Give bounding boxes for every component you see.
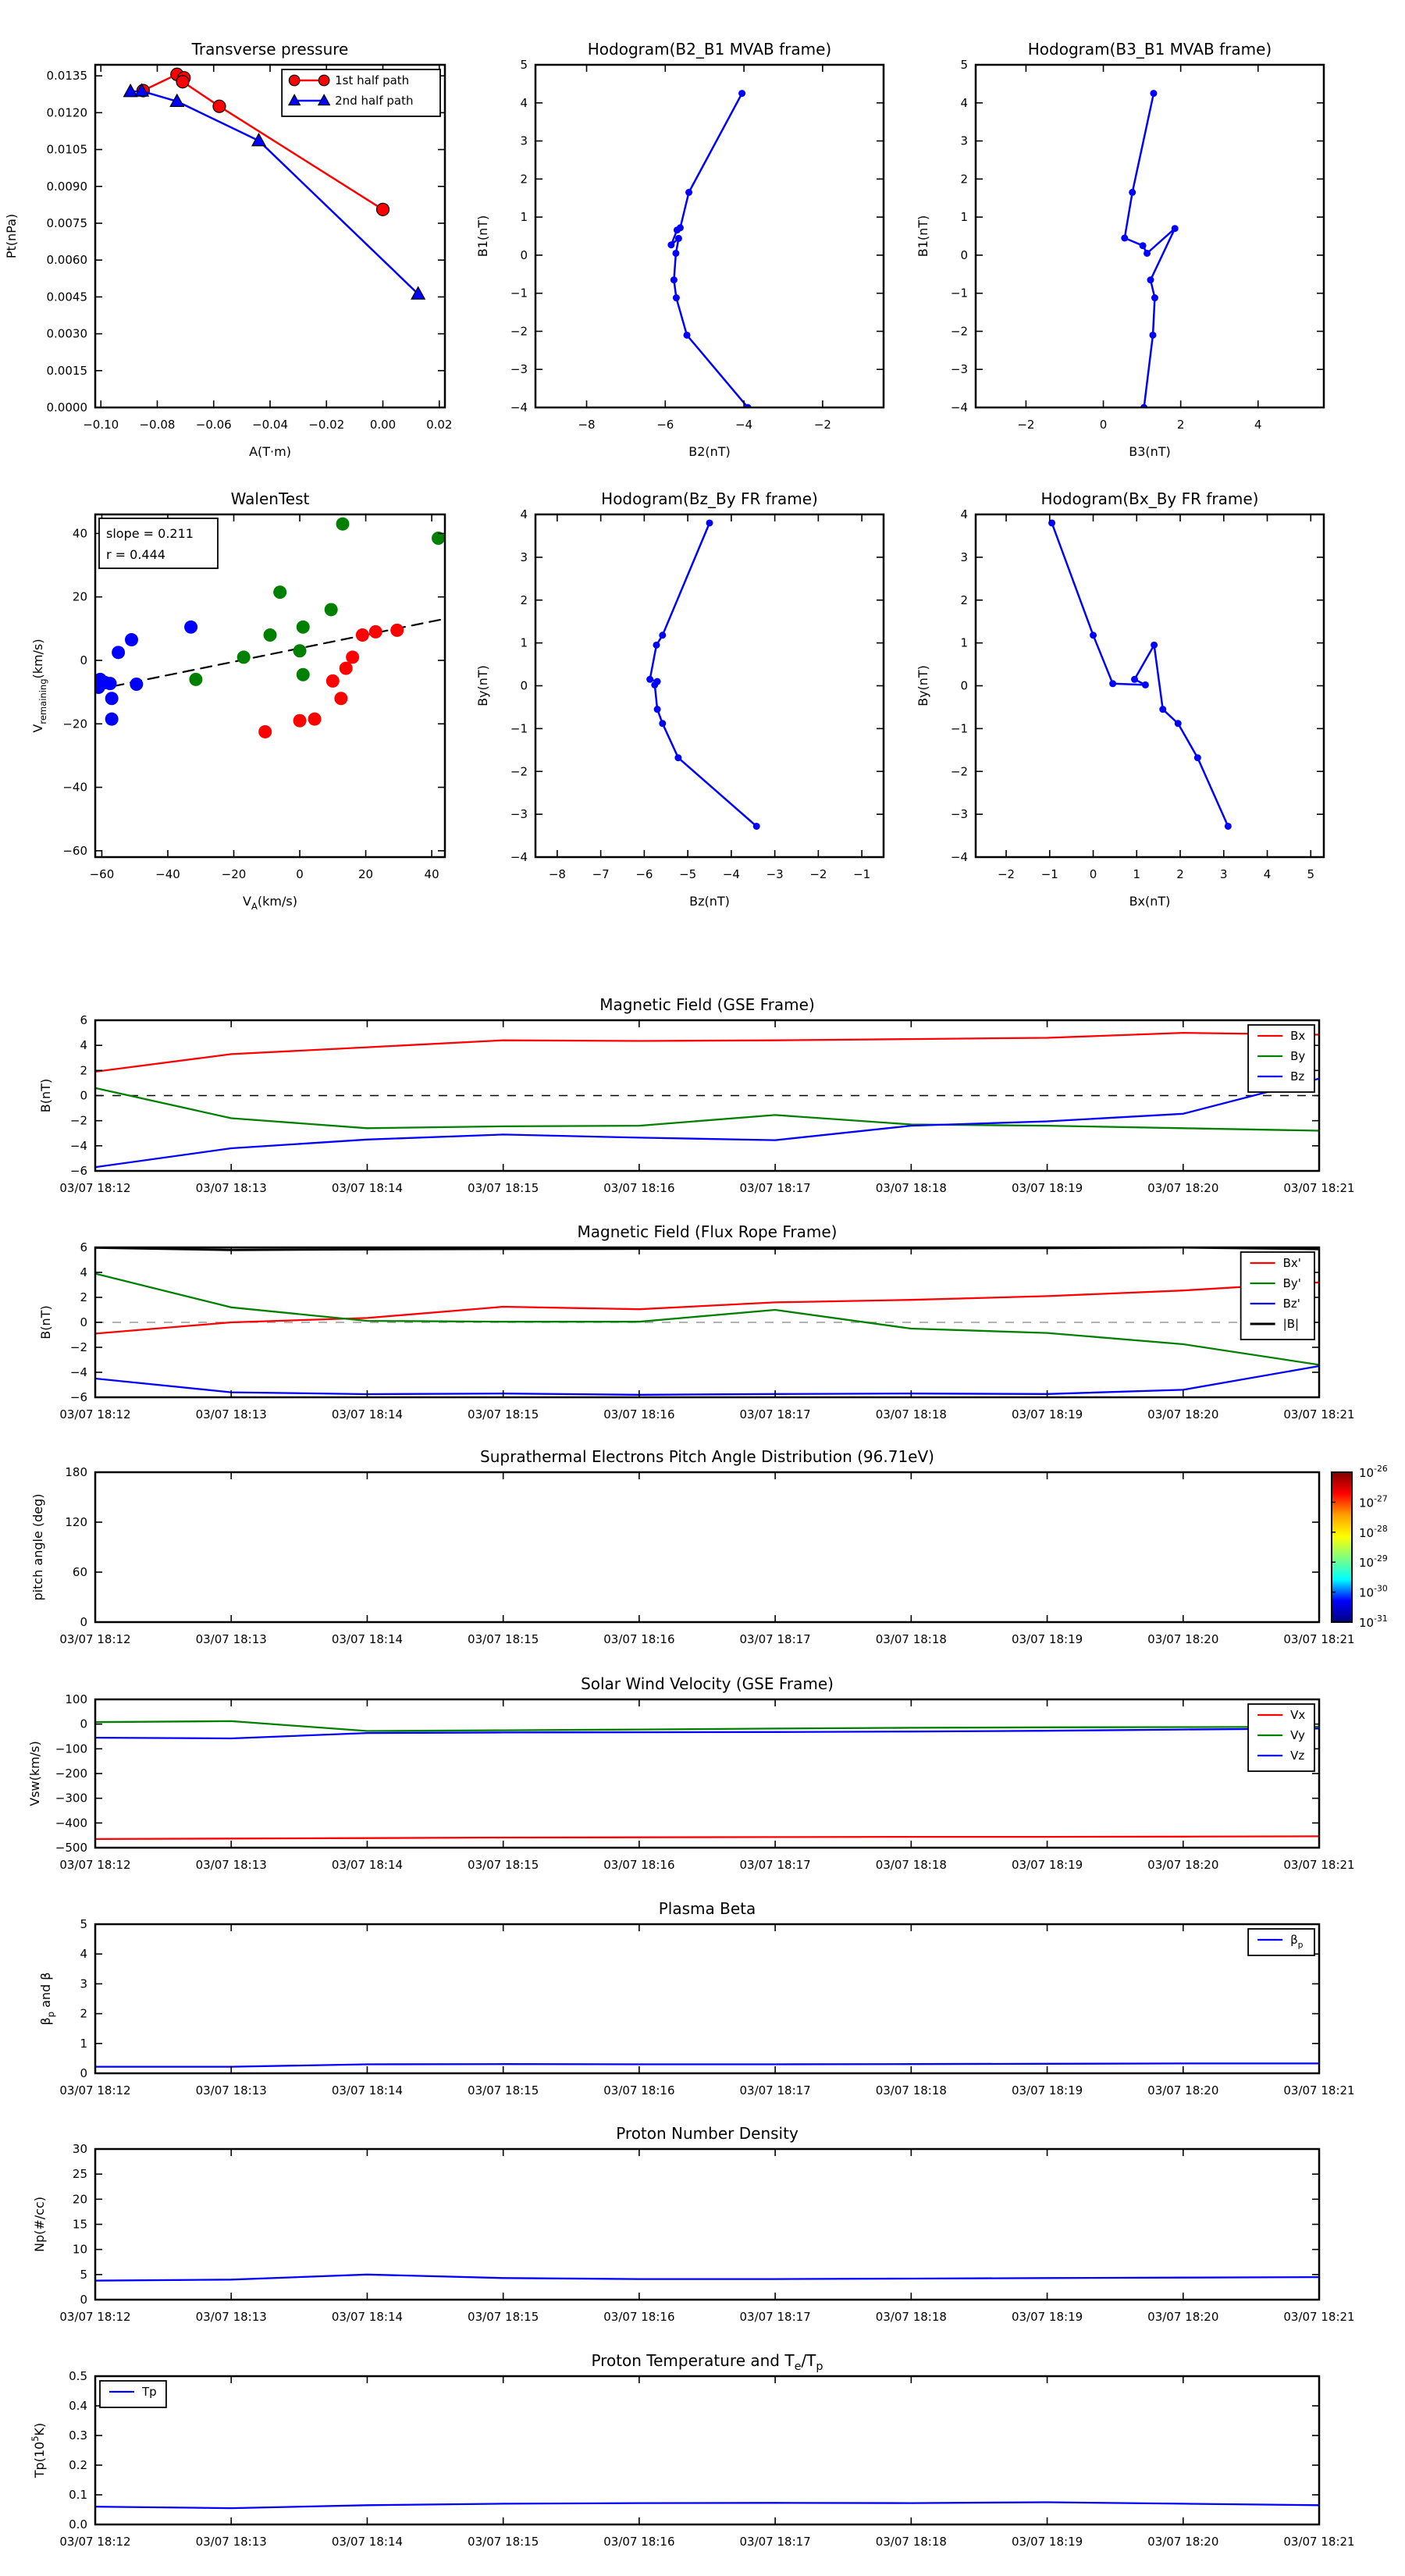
svg-text:0.0090: 0.0090	[46, 179, 87, 194]
svg-text:0.4: 0.4	[69, 2399, 87, 2413]
svg-text:03/07 18:15: 03/07 18:15	[468, 2535, 539, 2549]
svg-text:0.00: 0.00	[369, 418, 397, 432]
svg-text:−4: −4	[69, 1365, 87, 1379]
svg-text:4: 4	[80, 1265, 87, 1279]
svg-text:0.0030: 0.0030	[46, 326, 87, 341]
svg-text:B(nT): B(nT)	[38, 1305, 53, 1340]
svg-text:03/07 18:13: 03/07 18:13	[195, 1407, 267, 1421]
svg-text:03/07 18:21: 03/07 18:21	[1283, 1181, 1355, 1195]
svg-text:03/07 18:16: 03/07 18:16	[603, 2310, 675, 2324]
svg-text:−6: −6	[656, 418, 674, 432]
svg-text:03/07 18:16: 03/07 18:16	[603, 1181, 675, 1195]
svg-text:−0.06: −0.06	[195, 418, 232, 432]
svg-text:03/07 18:15: 03/07 18:15	[468, 1858, 539, 1872]
svg-text:5: 5	[80, 1917, 87, 1931]
svg-text:5: 5	[1307, 867, 1315, 881]
hodogram-b3-b1-title: Hodogram(B3_B1 MVAB frame)	[1027, 40, 1272, 59]
svg-text:2: 2	[80, 1063, 87, 1078]
svg-text:03/07 18:12: 03/07 18:12	[59, 2535, 131, 2549]
svg-text:−5: −5	[679, 867, 697, 881]
svg-text:Bx(nT): Bx(nT)	[1129, 894, 1171, 909]
svg-text:0: 0	[520, 247, 528, 262]
svg-text:03/07 18:19: 03/07 18:19	[1011, 1181, 1083, 1195]
svg-text:−1: −1	[950, 721, 968, 736]
svg-text:−2: −2	[69, 1113, 87, 1128]
colorbar	[1332, 1472, 1352, 1622]
svg-text:−3: −3	[510, 807, 528, 822]
svg-text:−3: −3	[510, 362, 528, 377]
svg-text:0: 0	[1099, 418, 1108, 432]
svg-text:1: 1	[960, 210, 968, 225]
svg-text:Bx': Bx'	[1282, 1256, 1301, 1270]
svg-text:20: 20	[358, 867, 374, 881]
magnetic-field-gse-title: Magnetic Field (GSE Frame)	[599, 995, 815, 1014]
svg-text:03/07 18:20: 03/07 18:20	[1147, 1858, 1219, 1872]
svg-text:10-28: $10^{-28}$	[1359, 1523, 1388, 1540]
svg-text:2: 2	[80, 1290, 87, 1304]
plasma-beta-panel	[38, 1899, 1355, 2097]
svg-text:4: 4	[520, 95, 528, 110]
pitch-angle-distribution-panel	[30, 1447, 1388, 1646]
svg-text:−1: −1	[950, 286, 968, 301]
svg-text:−4: −4	[722, 867, 740, 881]
svg-text:1: 1	[1133, 867, 1141, 881]
svg-text:10: 10	[72, 2242, 87, 2257]
svg-text:03/07 18:17: 03/07 18:17	[739, 2083, 811, 2097]
svg-text:B(nT): B(nT)	[38, 1078, 53, 1113]
solar-wind-velocity-panel	[27, 1674, 1355, 1872]
svg-text:−8: −8	[548, 867, 566, 881]
svg-text:−1: −1	[510, 721, 528, 736]
svg-text:0: 0	[960, 247, 968, 262]
solar-wind-velocity-title: Solar Wind Velocity (GSE Frame)	[581, 1674, 834, 1693]
svg-text:40: 40	[72, 526, 87, 541]
svg-text:−4: −4	[510, 400, 528, 415]
svg-text:03/07 18:16: 03/07 18:16	[603, 2083, 675, 2097]
svg-text:−2: −2	[510, 764, 528, 779]
svg-text:−60: −60	[62, 843, 87, 858]
svg-text:0: 0	[80, 1315, 87, 1329]
svg-text:−40: −40	[155, 867, 180, 881]
svg-text:0.1: 0.1	[69, 2488, 87, 2502]
svg-text:15: 15	[72, 2217, 87, 2232]
svg-text:40: 40	[424, 867, 439, 881]
svg-text:0.5: 0.5	[69, 2369, 87, 2383]
svg-text:−2: −2	[997, 867, 1016, 881]
svg-text:03/07 18:13: 03/07 18:13	[195, 2083, 267, 2097]
svg-text:03/07 18:18: 03/07 18:18	[875, 2310, 947, 2324]
svg-text:−2: −2	[950, 764, 968, 779]
svg-text:2: 2	[80, 2006, 87, 2021]
svg-text:03/07 18:16: 03/07 18:16	[603, 1632, 675, 1646]
svg-text:03/07 18:14: 03/07 18:14	[331, 2535, 404, 2549]
svg-text:−20: −20	[221, 867, 247, 881]
svg-text:03/07 18:14: 03/07 18:14	[331, 2310, 404, 2324]
svg-text:3: 3	[520, 133, 528, 148]
svg-text:−2: −2	[813, 418, 831, 432]
svg-text:By': By'	[1282, 1276, 1301, 1290]
svg-text:03/07 18:14: 03/07 18:14	[331, 1632, 404, 1646]
pitch-angle-distribution-title: Suprathermal Electrons Pitch Angle Distribution (96.71eV)	[480, 1447, 934, 1466]
svg-text:03/07 18:12: 03/07 18:12	[59, 1407, 131, 1421]
svg-text:−60: −60	[89, 867, 115, 881]
svg-text:Bz': Bz'	[1282, 1297, 1300, 1311]
svg-text:2nd half path: 2nd half path	[335, 94, 414, 108]
svg-text:3: 3	[80, 1976, 87, 1991]
svg-text:03/07 18:20: 03/07 18:20	[1147, 1632, 1219, 1646]
svg-text:03/07 18:14: 03/07 18:14	[331, 1407, 404, 1421]
svg-text:03/07 18:21: 03/07 18:21	[1283, 1632, 1355, 1646]
svg-text:−4: −4	[510, 850, 528, 864]
svg-text:−2: −2	[510, 324, 528, 339]
svg-text:03/07 18:12: 03/07 18:12	[59, 2310, 131, 2324]
svg-text:−100: −100	[55, 1742, 87, 1756]
transverse-pressure-title: Transverse pressure	[191, 40, 349, 59]
svg-text:5: 5	[960, 58, 968, 72]
svg-text:03/07 18:18: 03/07 18:18	[875, 2083, 947, 2097]
svg-text:03/07 18:18: 03/07 18:18	[875, 1181, 947, 1195]
svg-text:−2: −2	[1017, 418, 1035, 432]
svg-text:4: 4	[1263, 867, 1272, 881]
svg-text:3: 3	[520, 550, 528, 564]
svg-text:−20: −20	[62, 717, 87, 731]
svg-text:−2: −2	[809, 867, 827, 881]
svg-text:B2(nT): B2(nT)	[688, 444, 731, 459]
svg-text:03/07 18:16: 03/07 18:16	[603, 1858, 675, 1872]
svg-text:−400: −400	[55, 1816, 87, 1831]
svg-text:0: 0	[80, 2066, 87, 2080]
svg-text:−1: −1	[1040, 867, 1058, 881]
svg-text:|B|: |B|	[1282, 1317, 1300, 1331]
svg-text:03/07 18:12: 03/07 18:12	[59, 2083, 131, 2097]
svg-text:−4: −4	[950, 400, 968, 415]
svg-text:Vx: Vx	[1290, 1708, 1306, 1722]
svg-text:Np(#/cc): Np(#/cc)	[32, 2197, 47, 2252]
svg-text:Vsw(km/s): Vsw(km/s)	[27, 1741, 42, 1806]
svg-text:1: 1	[520, 210, 528, 225]
svg-text:VA(km/s): $V_A(km/s)$	[243, 894, 297, 912]
svg-text:−2: −2	[950, 324, 968, 339]
svg-text:0.3: 0.3	[69, 2428, 87, 2443]
svg-text:03/07 18:17: 03/07 18:17	[739, 1407, 811, 1421]
svg-text:03/07 18:18: 03/07 18:18	[875, 1632, 947, 1646]
svg-text:0.2: 0.2	[69, 2458, 87, 2472]
proton-number-density-panel	[32, 2124, 1355, 2324]
svg-text:Tp(105K): $Tp(10^5K)$	[30, 2422, 47, 2478]
svg-text:0: 0	[80, 1615, 87, 1629]
svg-text:4: 4	[80, 1038, 87, 1053]
svg-text:Bx: Bx	[1290, 1029, 1306, 1043]
svg-text:−300: −300	[55, 1791, 87, 1806]
svg-text:2: 2	[960, 592, 968, 607]
svg-text:03/07 18:20: 03/07 18:20	[1147, 1407, 1219, 1421]
svg-text:−6: −6	[69, 1164, 87, 1178]
svg-text:2: 2	[520, 172, 528, 187]
svg-text:03/07 18:21: 03/07 18:21	[1283, 2083, 1355, 2097]
svg-text:03/07 18:19: 03/07 18:19	[1011, 1858, 1083, 1872]
transverse-pressure-panel	[4, 40, 452, 459]
svg-text:6: 6	[80, 1013, 87, 1027]
svg-text:0: 0	[520, 678, 528, 693]
svg-text:03/07 18:13: 03/07 18:13	[195, 1632, 267, 1646]
svg-text:3: 3	[1220, 867, 1228, 881]
svg-text:3: 3	[960, 550, 968, 564]
svg-text:Vremaining(km/s): $V_{remaining}(km/s)$	[30, 639, 48, 733]
svg-text:03/07 18:19: 03/07 18:19	[1011, 1632, 1083, 1646]
svg-text:4: 4	[960, 95, 968, 110]
svg-text:03/07 18:21: 03/07 18:21	[1283, 1407, 1355, 1421]
svg-text:0.0045: 0.0045	[46, 290, 87, 304]
svg-text:Vz: Vz	[1290, 1749, 1305, 1763]
svg-text:r = 0.444: r = 0.444	[106, 547, 165, 562]
svg-text:03/07 18:17: 03/07 18:17	[739, 1632, 811, 1646]
hodogram-bz-by-title: Hodogram(Bz_By FR frame)	[601, 489, 818, 508]
svg-text:−6: −6	[69, 1390, 87, 1404]
svg-text:20: 20	[72, 589, 87, 604]
svg-text:−0.08: −0.08	[139, 418, 176, 432]
svg-text:3: 3	[960, 133, 968, 148]
svg-text:60: 60	[72, 1565, 87, 1579]
svg-text:10-31: $10^{-31}$	[1359, 1614, 1388, 1630]
svg-text:−200: −200	[55, 1767, 87, 1781]
svg-text:03/07 18:19: 03/07 18:19	[1011, 2083, 1083, 2097]
svg-text:20: 20	[72, 2192, 87, 2207]
svg-text:1: 1	[520, 635, 528, 650]
svg-text:120: 120	[65, 1515, 87, 1529]
svg-text:−1: −1	[853, 867, 871, 881]
svg-text:0.0120: 0.0120	[46, 105, 87, 120]
svg-text:03/07 18:21: 03/07 18:21	[1283, 2535, 1355, 2549]
svg-text:pitch angle (deg): pitch angle (deg)	[30, 1493, 45, 1601]
svg-text:1st half path: 1st half path	[335, 73, 410, 87]
svg-text:B1(nT): B1(nT)	[475, 215, 490, 258]
svg-text:2: 2	[1176, 418, 1185, 432]
svg-text:−3: −3	[950, 807, 968, 822]
svg-text:0.0000: 0.0000	[46, 400, 87, 415]
svg-text:0: 0	[960, 678, 968, 693]
svg-text:βp: $\beta_p$	[1290, 1933, 1304, 1950]
proton-temperature-title: Proton Temperature and $T_e/T_p$	[591, 2351, 823, 2373]
svg-text:5: 5	[520, 58, 528, 72]
svg-text:03/07 18:15: 03/07 18:15	[468, 1407, 539, 1421]
svg-text:By(nT): By(nT)	[475, 665, 490, 706]
proton-temperature-panel	[30, 2351, 1355, 2549]
svg-text:−6: −6	[635, 867, 653, 881]
svg-text:−4: −4	[950, 850, 968, 864]
walen-test-title: WalenTest	[230, 489, 310, 508]
hodogram-bx-by-title: Hodogram(Bx_By FR frame)	[1040, 489, 1259, 508]
svg-text:Bz: Bz	[1290, 1069, 1305, 1083]
svg-text:03/07 18:17: 03/07 18:17	[739, 2310, 811, 2324]
svg-text:By: By	[1290, 1049, 1306, 1063]
svg-text:03/07 18:19: 03/07 18:19	[1011, 2535, 1083, 2549]
svg-text:0.0015: 0.0015	[46, 363, 87, 378]
svg-text:−40: −40	[62, 780, 87, 795]
svg-text:B1(nT): B1(nT)	[916, 215, 930, 258]
svg-text:−8: −8	[578, 418, 596, 432]
svg-text:0: 0	[296, 867, 304, 881]
magnetic-field-flux-rope-panel	[38, 1222, 1355, 1421]
svg-text:03/07 18:18: 03/07 18:18	[875, 2535, 947, 2549]
svg-text:2: 2	[520, 592, 528, 607]
svg-text:03/07 18:12: 03/07 18:12	[59, 1181, 131, 1195]
svg-text:A(T·m): A(T·m)	[249, 444, 291, 459]
svg-text:03/07 18:17: 03/07 18:17	[739, 1858, 811, 1872]
svg-text:−4: −4	[735, 418, 753, 432]
svg-text:Pt(nPa): Pt(nPa)	[4, 213, 19, 259]
magnetic-field-flux-rope-title: Magnetic Field (Flux Rope Frame)	[577, 1222, 838, 1241]
hodogram-bx-by-panel	[916, 489, 1324, 909]
svg-text:By(nT): By(nT)	[916, 665, 930, 706]
svg-text:−7: −7	[592, 867, 610, 881]
svg-text:0: 0	[80, 1088, 87, 1103]
svg-text:−1: −1	[510, 286, 528, 301]
svg-text:03/07 18:17: 03/07 18:17	[739, 1181, 811, 1195]
svg-text:4: 4	[80, 1947, 87, 1962]
svg-text:Bz(nT): Bz(nT)	[689, 894, 730, 909]
svg-text:10-30: $10^{-30}$	[1359, 1583, 1388, 1600]
svg-text:slope = 0.211: slope = 0.211	[106, 526, 194, 541]
svg-text:03/07 18:15: 03/07 18:15	[468, 1632, 539, 1646]
svg-text:03/07 18:17: 03/07 18:17	[739, 2535, 811, 2549]
hodogram-b3-b1-panel	[916, 40, 1324, 459]
svg-text:6: 6	[80, 1240, 87, 1254]
svg-text:03/07 18:14: 03/07 18:14	[331, 2083, 404, 2097]
svg-text:03/07 18:20: 03/07 18:20	[1147, 1181, 1219, 1195]
svg-text:−3: −3	[950, 362, 968, 377]
svg-text:03/07 18:16: 03/07 18:16	[603, 2535, 675, 2549]
svg-text:25: 25	[72, 2167, 87, 2182]
svg-text:03/07 18:16: 03/07 18:16	[603, 1407, 675, 1421]
svg-text:Tp: Tp	[142, 2385, 157, 2399]
svg-text:03/07 18:21: 03/07 18:21	[1283, 2310, 1355, 2324]
svg-text:0.0: 0.0	[69, 2517, 87, 2532]
svg-text:03/07 18:13: 03/07 18:13	[195, 1858, 267, 1872]
svg-text:03/07 18:15: 03/07 18:15	[468, 2310, 539, 2324]
svg-text:4: 4	[520, 507, 528, 521]
svg-text:03/07 18:18: 03/07 18:18	[875, 1858, 947, 1872]
walen-test-panel	[30, 489, 445, 912]
magnetic-field-gse-panel	[38, 995, 1355, 1195]
hodogram-b2-b1-title: Hodogram(B2_B1 MVAB frame)	[587, 40, 832, 59]
plasma-beta-title: Plasma Beta	[658, 1899, 756, 1918]
svg-text:03/07 18:18: 03/07 18:18	[875, 1407, 947, 1421]
svg-text:180: 180	[65, 1465, 87, 1479]
svg-text:30: 30	[72, 2142, 87, 2156]
svg-text:2: 2	[960, 172, 968, 187]
svg-text:0: 0	[80, 653, 87, 667]
svg-text:03/07 18:20: 03/07 18:20	[1147, 2310, 1219, 2324]
svg-text:03/07 18:21: 03/07 18:21	[1283, 1858, 1355, 1872]
svg-text:03/07 18:13: 03/07 18:13	[195, 2310, 267, 2324]
svg-text:B3(nT): B3(nT)	[1129, 444, 1171, 459]
svg-text:10-27: $10^{-27}$	[1359, 1493, 1388, 1510]
svg-text:βp and β: $\beta_p$ and β	[38, 1972, 56, 2026]
svg-text:−0.10: −0.10	[83, 418, 119, 432]
svg-text:03/07 18:19: 03/07 18:19	[1011, 1407, 1083, 1421]
hodogram-b2-b1-panel	[475, 40, 884, 459]
svg-text:03/07 18:15: 03/07 18:15	[468, 1181, 539, 1195]
svg-text:−3: −3	[766, 867, 784, 881]
svg-text:−500: −500	[55, 1841, 87, 1855]
svg-text:−4: −4	[69, 1138, 87, 1153]
svg-text:2: 2	[1176, 867, 1184, 881]
svg-text:1: 1	[80, 2036, 87, 2051]
svg-text:0.0135: 0.0135	[46, 69, 87, 84]
hodogram-bz-by-panel	[475, 489, 884, 909]
svg-text:03/07 18:13: 03/07 18:13	[195, 1181, 267, 1195]
svg-text:−0.02: −0.02	[308, 418, 345, 432]
svg-text:03/07 18:14: 03/07 18:14	[331, 1858, 404, 1872]
svg-text:4: 4	[1254, 418, 1262, 432]
svg-text:03/07 18:15: 03/07 18:15	[468, 2083, 539, 2097]
svg-text:0: 0	[80, 2293, 87, 2307]
svg-text:03/07 18:20: 03/07 18:20	[1147, 2083, 1219, 2097]
svg-text:03/07 18:12: 03/07 18:12	[59, 1858, 131, 1872]
svg-text:03/07 18:19: 03/07 18:19	[1011, 2310, 1083, 2324]
svg-text:03/07 18:12: 03/07 18:12	[59, 1632, 131, 1646]
svg-text:100: 100	[65, 1692, 87, 1706]
svg-text:0: 0	[1089, 867, 1097, 881]
svg-text:03/07 18:14: 03/07 18:14	[331, 1181, 404, 1195]
svg-text:−2: −2	[69, 1340, 87, 1354]
svg-text:10-26: $10^{-26}$	[1359, 1464, 1388, 1480]
svg-text:4: 4	[960, 507, 968, 521]
svg-text:03/07 18:13: 03/07 18:13	[195, 2535, 267, 2549]
proton-number-density-title: Proton Number Density	[616, 2124, 799, 2143]
svg-text:0.02: 0.02	[426, 418, 453, 432]
svg-text:10-29: $10^{-29}$	[1359, 1553, 1388, 1571]
svg-text:Vy: Vy	[1290, 1728, 1305, 1742]
svg-text:1: 1	[960, 635, 968, 650]
svg-text:5: 5	[80, 2267, 87, 2282]
svg-text:0.0075: 0.0075	[46, 215, 87, 230]
svg-text:0.0105: 0.0105	[46, 142, 87, 157]
svg-text:03/07 18:20: 03/07 18:20	[1147, 2535, 1219, 2549]
svg-text:0.0060: 0.0060	[46, 253, 87, 268]
svg-text:−0.04: −0.04	[252, 418, 288, 432]
svg-text:0: 0	[80, 1717, 87, 1731]
